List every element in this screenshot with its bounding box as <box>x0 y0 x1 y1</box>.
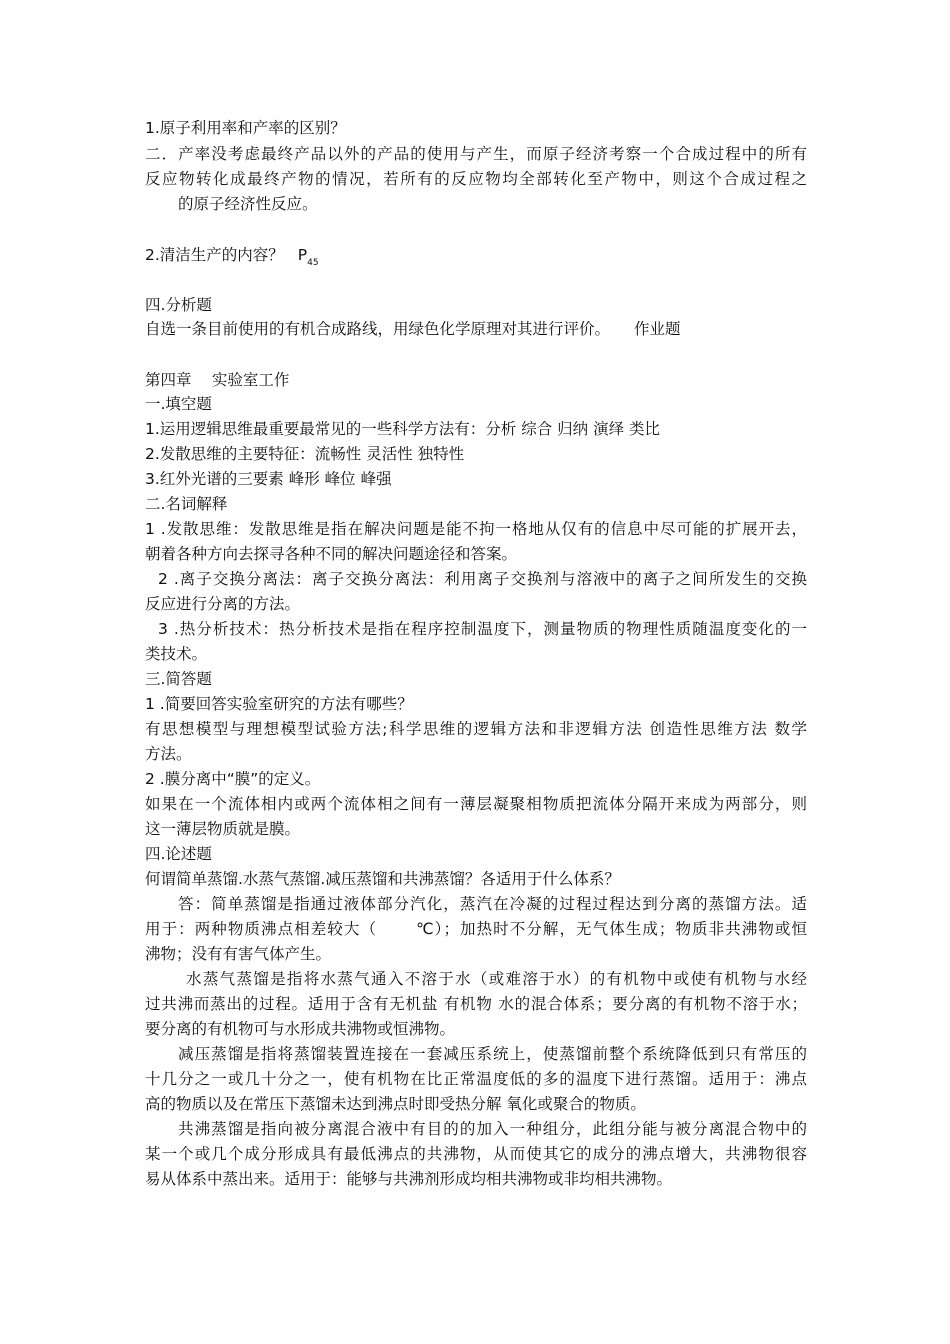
short-2-question: 2 .膜分离中“膜”的定义。 <box>145 770 321 788</box>
question-1-answer-line-1: 二．产率没考虑最终产品以外的产品的使用与产生，而原子经济考察一个合成过程中的所有 <box>145 145 807 163</box>
essay-para-2-line-3: 要分离的有机物可与水形成共沸物或恒沸物。 <box>145 1020 456 1038</box>
question-2-line <box>145 244 319 269</box>
term-1-line-2: 朝着各种方向去探寻各种不同的解决问题途径和答案。 <box>145 545 518 563</box>
essay-para-1-line-2: 用于：两种物质沸点相差较大（ ℃）；加热时不分解，无气体生成；物质非共沸物或恒 <box>145 920 807 938</box>
short-1-answer-line-2: 方法。 <box>145 745 192 763</box>
fill-section-title: 一.填空题 <box>145 395 212 413</box>
short-2-answer-line-1: 如果在一个流体相内或两个流体相之间有一薄层凝聚相物质把流体分隔开来成为两部分，则 <box>145 795 807 813</box>
short-answer-section-title: 三.简答题 <box>145 670 212 688</box>
short-1-answer-line-1: 有思想模型与理想模型试验方法;科学思维的逻辑方法和非逻辑方法 创造性思维方法 数学 <box>145 720 807 738</box>
question-2-page-ref: P <box>297 246 308 264</box>
essay-para-3-line-1: 减压蒸馏是指将蒸馏装置连接在一套减压系统上，使蒸馏前整个系统降低到只有常压的 <box>178 1045 807 1063</box>
fill-item-2: 2.发散思维的主要特征：流畅性 灵活性 独特性 <box>145 445 465 463</box>
fill-item-1: 1.运用逻辑思维最重要最常见的一些科学方法有：分析 综合 归纳 演绎 类比 <box>145 420 660 438</box>
term-3-line-2: 类技术。 <box>145 645 208 663</box>
essay-section-title: 四.论述题 <box>145 845 212 863</box>
question-1-title: 1.原子利用率和产率的区别？ <box>145 119 346 137</box>
essay-para-4-line-1: 共沸蒸馏是指向被分离混合液中有目的的加入一种组分，此组分能与被分离混合物中的 <box>178 1120 807 1138</box>
essay-para-3-line-2: 十几分之一或几十分之一，使有机物在比正常温度低的多的温度下进行蒸馏。适用于：沸点 <box>145 1070 807 1088</box>
question-2-page-number: 45 <box>307 258 319 268</box>
essay-para-2-line-1: 水蒸气蒸馏是指将水蒸气通入不溶于水（或难溶于水）的有机物中或使有机物与水经 <box>186 970 807 988</box>
question-1-answer-line-2: 反应物转化成最终产物的情况，若所有的反应物均全部转化至产物中，则这个合成过程之 <box>145 170 807 188</box>
term-3-line-1: 3 .热分析技术：热分析技术是指在程序控制温度下，测量物质的物理性质随温度变化的一 <box>158 620 807 638</box>
term-2-line-1: 2 .离子交换分离法：离子交换分离法：利用离子交换剂与溶液中的离子之间所发生的交换 <box>158 570 807 588</box>
essay-para-3-line-3: 高的物质以及在常压下蒸馏未达到沸点时即受热分解 氧化或聚合的物质。 <box>145 1095 646 1113</box>
analysis-line <box>145 318 681 340</box>
essay-para-2-line-2: 过共沸而蒸出的过程。适用于含有无机盐 有机物 水的混合体系；要分离的有机物不溶于水； <box>145 995 807 1013</box>
analysis-section-title: 四.分析题 <box>145 296 212 314</box>
term-1-line-1: 1 .发散思维：发散思维是指在解决问题是能不拘一格地从仅有的信息中尽可能的扩展开去， <box>145 520 807 538</box>
essay-para-1-line-3: 沸物；没有有害气体产生。 <box>145 945 332 963</box>
homework-tag: 作业题 <box>634 320 681 338</box>
essay-para-4-line-3: 易从体系中蒸出来。适用于：能够与共沸剂形成均相共沸物或非均相共沸物。 <box>145 1170 673 1188</box>
term-section-title: 二.名词解释 <box>145 495 228 513</box>
essay-question: 何谓简单蒸馏.水蒸气蒸馏.减压蒸馏和共沸蒸馏？各适用于什么体系？ <box>145 870 620 888</box>
question-1-answer-line-3: 的原子经济性反应。 <box>178 195 318 213</box>
short-1-question: 1 .简要回答实验室研究的方法有哪些？ <box>145 695 413 713</box>
essay-para-1-line-1: 答：简单蒸馏是指通过液体部分汽化，蒸汽在冷凝的过程过程达到分离的蒸馏方法。适 <box>178 895 807 913</box>
analysis-question: 自选一条目前使用的有机合成路线，用绿色化学原理对其进行评价。 <box>145 320 611 338</box>
essay-para-4-line-2: 某一个或几个成分形成具有最低沸点的共沸物，从而使其它的成分的沸点增大，共沸物很容 <box>145 1145 807 1163</box>
chapter-title: 第四章 实验室工作 <box>145 371 290 389</box>
term-2-line-2: 反应进行分离的方法。 <box>145 595 301 613</box>
question-2-title: 2.清洁生产的内容？ <box>145 246 284 264</box>
fill-item-3: 3.红外光谱的三要素 峰形 峰位 峰强 <box>145 470 392 488</box>
short-2-answer-line-2: 这一薄层物质就是膜。 <box>145 820 301 838</box>
